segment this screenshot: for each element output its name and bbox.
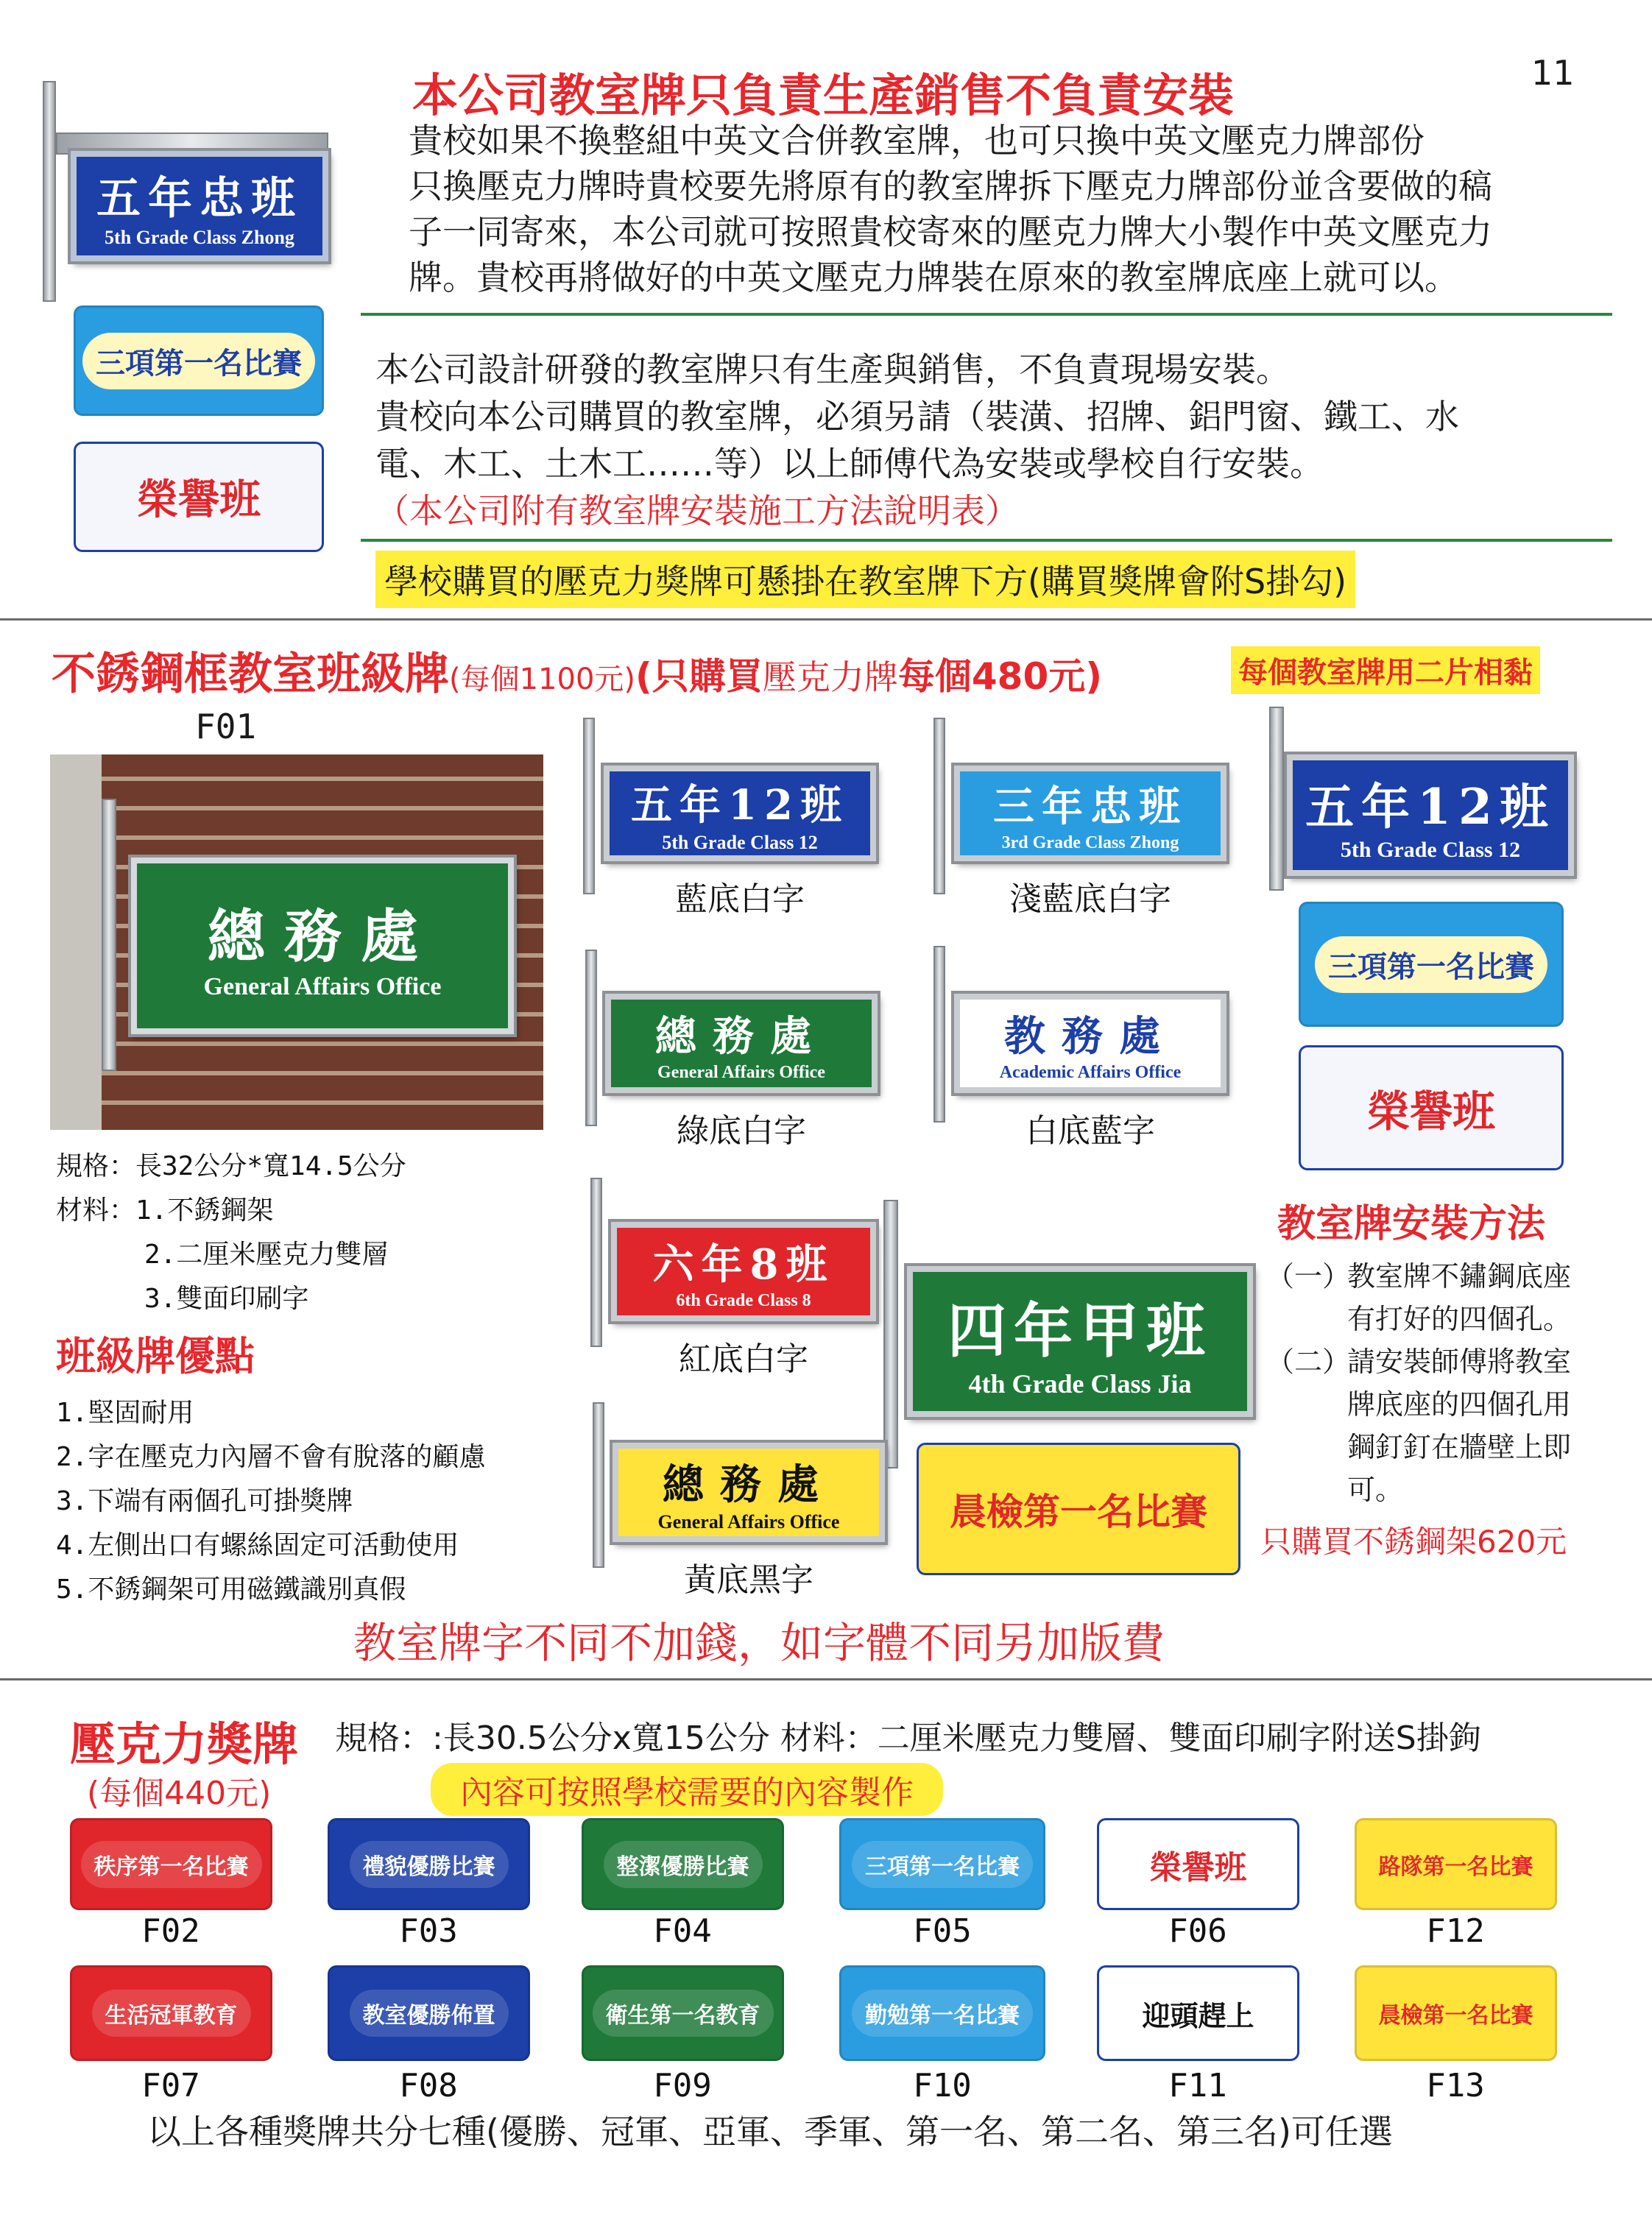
sign-green-en: General Affairs Office bbox=[657, 1063, 825, 1082]
adv-line: 1.堅固耐用 bbox=[56, 1398, 194, 1428]
award-code: F06 bbox=[1168, 1912, 1227, 1950]
sign-white-en: Academic Affairs Office bbox=[999, 1063, 1182, 1082]
sample-award-2 bbox=[74, 442, 324, 552]
award-code: F05 bbox=[913, 1912, 972, 1950]
spec-line: 3.雙面印刷字 bbox=[144, 1284, 309, 1314]
award-code: F09 bbox=[653, 2067, 712, 2104]
award-F04 bbox=[582, 1818, 784, 1910]
sample-sign-en: 5th Grade Class Zhong bbox=[105, 227, 294, 248]
install-step-line: 教室牌不鏽鋼底座 bbox=[1347, 1260, 1572, 1293]
adv-line: 2.字在壓克力內層不會有脫落的顧慮 bbox=[56, 1442, 486, 1472]
sample-award-2-text: 榮譽班 bbox=[137, 476, 261, 524]
install-step-line: 請安裝師傅將教室 bbox=[1347, 1346, 1572, 1378]
section2-price: (每個440元) bbox=[87, 1775, 272, 1812]
sample-class-sign bbox=[71, 151, 328, 261]
spec-line: 規格：長32公分*寬14.5公分 bbox=[56, 1151, 406, 1181]
adv-line: 3.下端有兩個孔可掛獎牌 bbox=[56, 1486, 353, 1516]
right-sign-en: 5th Grade Class 12 bbox=[1340, 838, 1521, 862]
award-F09-text: 衛生第一名教育 bbox=[593, 1990, 774, 2037]
caption-green: 綠底白字 bbox=[677, 1112, 806, 1150]
award-F10 bbox=[839, 1965, 1045, 2061]
award-code: F07 bbox=[141, 2067, 200, 2104]
install-step-num: （二） bbox=[1266, 1346, 1351, 1378]
award-F05 bbox=[839, 1818, 1045, 1910]
caption-white: 白底藍字 bbox=[1026, 1112, 1155, 1150]
section-divider-1 bbox=[0, 618, 1652, 621]
right-class-sign bbox=[1287, 754, 1574, 876]
right-award-1 bbox=[1299, 902, 1564, 1027]
caption-red: 紅底白字 bbox=[679, 1340, 808, 1378]
sign-green-cn: 總務處 bbox=[655, 1012, 827, 1061]
sign-white bbox=[954, 994, 1226, 1093]
award-F12-text: 路隊第一名比賽 bbox=[1378, 1853, 1533, 1880]
spec-list bbox=[56, 1145, 406, 1321]
spec-line: 材料：1.不銹鋼架 bbox=[56, 1195, 274, 1226]
sign1-post bbox=[583, 718, 595, 894]
section1-header bbox=[52, 639, 1102, 702]
sign-red-en: 6th Grade Class 8 bbox=[676, 1291, 811, 1310]
sign-white-cn: 教務處 bbox=[1004, 1012, 1176, 1061]
install-step-line: 牌底座的四個孔用 bbox=[1347, 1388, 1572, 1421]
award-code: F10 bbox=[913, 2067, 972, 2104]
sign-jia bbox=[907, 1266, 1253, 1417]
sign-jia-cn: 四年甲班 bbox=[947, 1296, 1212, 1365]
award-F06-text: 榮譽班 bbox=[1149, 1848, 1247, 1887]
right-award-2 bbox=[1299, 1045, 1564, 1170]
top-note-red: （本公司附有教室牌安裝施工方法說明表） bbox=[375, 491, 1019, 531]
f01-sign-en: General Affairs Office bbox=[203, 973, 442, 1000]
section2-title: 壓克力獎牌 bbox=[70, 1717, 299, 1771]
sign4-post bbox=[933, 946, 945, 1123]
f01-sign-cn: 總務處 bbox=[207, 903, 437, 970]
install-step-1 bbox=[1266, 1255, 1571, 1511]
top-para2-line: 貴校向本公司購買的教室牌，必須另請（裝潢、招牌、鋁門窗、鐵工、水 bbox=[375, 397, 1459, 436]
f01-photo bbox=[50, 754, 543, 1130]
sign3-post bbox=[585, 950, 597, 1126]
caption-blue: 藍底白字 bbox=[675, 880, 805, 918]
award-F07-text: 生活冠軍教育 bbox=[92, 1990, 251, 2037]
sign-green bbox=[605, 994, 878, 1093]
award-F13 bbox=[1355, 1965, 1557, 2061]
top-divider-2 bbox=[361, 539, 1612, 542]
sign-lightblue bbox=[954, 766, 1226, 861]
sample-award-1 bbox=[74, 305, 324, 416]
section1-bottom-note: 教室牌字不同不加錢，如字體不同另加版費 bbox=[353, 1618, 1165, 1668]
spec-line: 2.二厘米壓克力雙層 bbox=[144, 1240, 389, 1270]
sign-lightblue-cn: 三年忠班 bbox=[993, 782, 1187, 831]
award-F13-text: 晨檢第一名比賽 bbox=[1378, 2003, 1533, 2029]
top-para1-line: 子一同寄來，本公司就可按照貴校寄來的壓克力牌大小製作中英文壓克力 bbox=[409, 212, 1492, 252]
top-para2-line: 電、木工、土木工……等）以上師傅代為安裝或學校自行安裝。 bbox=[375, 444, 1324, 484]
award-code: F03 bbox=[399, 1912, 458, 1950]
f01-wall-edge bbox=[50, 754, 102, 1130]
adv-title: 班級牌優點 bbox=[56, 1333, 255, 1379]
award-F11-text: 迎頭趕上 bbox=[1142, 1998, 1254, 2032]
sample-award-1-text: 三項第一名比賽 bbox=[82, 333, 315, 389]
section1-note: 每個教室牌用二片相黏 bbox=[1231, 646, 1540, 694]
award-code: F08 bbox=[399, 2067, 458, 2104]
award-code: F11 bbox=[1168, 2067, 1227, 2104]
install-step-line: 鋼釘釘在牆壁上即 bbox=[1347, 1431, 1572, 1463]
top-para1-line: 只換壓克力牌時貴校要先將原有的教室牌拆下壓克力牌部份並含要做的稿 bbox=[409, 166, 1492, 206]
caption-yellow: 黃底黑字 bbox=[684, 1561, 813, 1599]
award-F02-text: 秩序第一名比賽 bbox=[81, 1841, 262, 1888]
section1-price2-post: 每個480元) bbox=[897, 655, 1103, 698]
sign-yellow-cn: 總務處 bbox=[663, 1460, 835, 1509]
award-F03-text: 禮貌優勝比賽 bbox=[350, 1841, 509, 1888]
sample-sign-cn: 五年忠班 bbox=[96, 173, 303, 225]
sign-lightblue-en: 3rd Grade Class Zhong bbox=[1001, 833, 1179, 852]
page-number: 11 bbox=[1531, 53, 1575, 93]
sign-yellow bbox=[613, 1443, 885, 1542]
award-F03 bbox=[328, 1818, 530, 1910]
top-para1-line: 牌。貴校再將做好的中英文壓克力牌裝在原來的教室牌底座上就可以。 bbox=[409, 258, 1458, 297]
sign-jia-en: 4th Grade Class Jia bbox=[968, 1369, 1192, 1399]
award-F02 bbox=[70, 1818, 272, 1910]
install-step-line: 可。 bbox=[1347, 1474, 1404, 1506]
award-code: F04 bbox=[653, 1912, 712, 1950]
install-step-num: （一） bbox=[1266, 1260, 1351, 1293]
sign-blue bbox=[604, 766, 876, 861]
f01-post bbox=[102, 799, 116, 1071]
award-F04-text: 整潔優勝比賽 bbox=[604, 1841, 763, 1888]
award-F11 bbox=[1097, 1965, 1299, 2061]
section-divider-2 bbox=[0, 1678, 1652, 1680]
section1-price2-pre: (只購買 bbox=[635, 655, 763, 698]
section1-price1: (每個1100元) bbox=[449, 662, 636, 696]
section2-footer: 以上各種獎牌共分七種(優勝、冠軍、亞軍、季軍、第一名、第二名、第三名)可任選 bbox=[147, 2112, 1393, 2152]
caption-lightblue: 淺藍底白字 bbox=[1009, 880, 1171, 918]
top-para1 bbox=[409, 118, 1492, 300]
top-divider-1 bbox=[361, 313, 1612, 316]
sign-blue-cn: 五年12班 bbox=[631, 781, 849, 830]
sign2-post bbox=[933, 718, 945, 894]
f01-sign bbox=[131, 858, 514, 1034]
award-F05-text: 三項第一名比賽 bbox=[852, 1841, 1033, 1888]
award-F09 bbox=[582, 1965, 784, 2061]
adv-list bbox=[56, 1391, 485, 1612]
award-F08 bbox=[328, 1965, 530, 2061]
award-code: F02 bbox=[141, 1912, 200, 1950]
frame-only-price: 只購買不銹鋼架620元 bbox=[1260, 1524, 1567, 1560]
top-para2-line: 本公司設計研發的教室牌只有生產與銷售，不負責現場安裝。 bbox=[375, 350, 1290, 389]
award-F10-text: 勤勉第一名比賽 bbox=[852, 1990, 1033, 2037]
sign-blue-en: 5th Grade Class 12 bbox=[662, 832, 818, 853]
section2-spec: 規格：:長30.5公分x寬15公分 材料：二厘米壓克力雙層、雙面印刷字附送S掛鉤 bbox=[335, 1719, 1481, 1757]
adv-line: 4.左側出口有螺絲固定可活動使用 bbox=[56, 1530, 459, 1560]
right-award-1-text: 三項第一名比賽 bbox=[1315, 936, 1547, 993]
award-F07 bbox=[70, 1965, 272, 2061]
sign6-post bbox=[883, 1200, 898, 1468]
section1-title: 不銹鋼框教室班級牌 bbox=[52, 648, 449, 700]
sign-red-cn: 六年8班 bbox=[652, 1240, 835, 1289]
f01-label: F01 bbox=[195, 707, 257, 746]
right-post bbox=[1269, 707, 1284, 891]
top-para2 bbox=[375, 346, 1459, 534]
top-headline: 本公司教室牌只負責生產銷售不負責安裝 bbox=[412, 68, 1235, 122]
sign7-post bbox=[593, 1402, 604, 1568]
jia-award-text: 晨檢第一名比賽 bbox=[950, 1490, 1207, 1533]
award-F12 bbox=[1355, 1818, 1557, 1910]
sign5-post bbox=[590, 1178, 602, 1347]
jia-award bbox=[917, 1443, 1240, 1575]
right-award-2-text: 榮譽班 bbox=[1366, 1086, 1495, 1137]
top-highlight: 學校購買的壓克力獎牌可懸掛在教室牌下方(購買獎牌會附S掛勾) bbox=[375, 551, 1355, 608]
award-F08-text: 教室優勝佈置 bbox=[350, 1990, 509, 2037]
award-code: F12 bbox=[1426, 1912, 1485, 1950]
section2-note: 內容可按照學校需要的內容製作 bbox=[431, 1763, 943, 1816]
award-F06 bbox=[1097, 1818, 1299, 1910]
sample-bracket-post bbox=[43, 81, 56, 302]
award-code: F13 bbox=[1426, 2067, 1485, 2104]
sign-red bbox=[611, 1222, 876, 1321]
install-title: 教室牌安裝方法 bbox=[1277, 1202, 1546, 1246]
top-para1-line: 貴校如果不換整組中英文合併教室牌，也可只換中英文壓克力牌部份 bbox=[409, 121, 1425, 160]
section1-price2-mid: 壓克力牌 bbox=[762, 657, 898, 697]
right-sign-cn: 五年12班 bbox=[1305, 778, 1556, 835]
adv-line: 5.不銹鋼架可用磁鐵識別真假 bbox=[56, 1574, 406, 1605]
install-step-line: 有打好的四個孔。 bbox=[1347, 1303, 1572, 1335]
sign-yellow-en: General Affairs Office bbox=[657, 1510, 840, 1533]
